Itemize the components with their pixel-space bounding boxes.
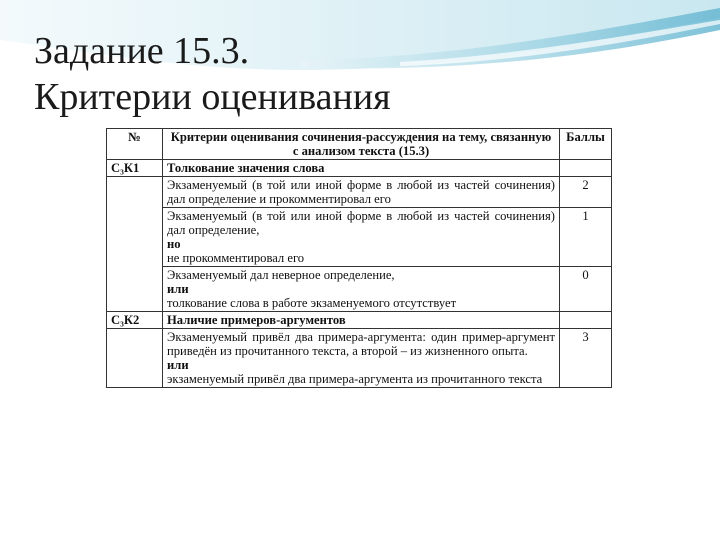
- code-cell-empty: [107, 329, 163, 388]
- header-num: №: [107, 129, 163, 160]
- criterion-description: Экзаменуемый (в той или иной форме в любой из частей сочинения) дал определение и прокомментировал его: [163, 177, 560, 208]
- slide-title-line1: Задание 15.3.: [34, 30, 250, 72]
- table-header-row: [107, 129, 612, 160]
- criterion-description: [163, 329, 560, 388]
- description-text2: не прокомментировал его: [167, 251, 305, 265]
- description-connector: или: [167, 282, 189, 296]
- criterion-name: Толкование значения слова: [163, 160, 560, 177]
- criterion-code: С₃К2: [107, 312, 163, 329]
- criterion-name: Наличие примеров-аргументов: [163, 312, 560, 329]
- description-text: Экзаменуемый дал неверное определение,: [167, 268, 395, 282]
- score-cell: 3: [560, 329, 612, 388]
- table-row: [107, 208, 612, 267]
- slide-title-line2: Критерии оценивания: [34, 76, 391, 118]
- header-criteria: Критерии оценивания сочинения-рассуждения на тему, связанную с анализом текста (15.3): [163, 129, 560, 160]
- criterion-k1-header: [107, 160, 612, 177]
- score-cell: 1: [560, 208, 612, 267]
- table-row: [107, 177, 612, 208]
- criterion-score-empty: [560, 160, 612, 177]
- code-cell-empty: [107, 267, 163, 312]
- score-cell: 2: [560, 177, 612, 208]
- description-text2: толкование слова в работе экзаменуемого отсутствует: [167, 296, 457, 310]
- description-text: Экзаменуемый (в той или иной форме в любой из частей сочинения) дал определение,: [167, 209, 555, 237]
- description-connector: или: [167, 358, 189, 372]
- code-cell-empty: [107, 208, 163, 267]
- criterion-code: С₃К1: [107, 160, 163, 177]
- description-connector: но: [167, 237, 181, 251]
- criterion-score-empty: [560, 312, 612, 329]
- criterion-k2-header: [107, 312, 612, 329]
- header-points: Баллы: [560, 129, 612, 160]
- table-row: [107, 267, 612, 312]
- code-cell-empty: [107, 177, 163, 208]
- slide-title: [34, 28, 391, 120]
- description-text2: экзаменуемый привёл два примера-аргумента из прочитанного текста: [167, 372, 543, 386]
- table-row: [107, 329, 612, 388]
- criteria-table: [106, 128, 612, 388]
- criteria-document: [106, 128, 612, 468]
- description-text: Экзаменуемый привёл два примера-аргумента: один пример-аргумент приведён из прочитанного текста, а второй – из жизненного опыта.: [167, 330, 555, 358]
- score-cell: 0: [560, 267, 612, 312]
- criterion-description: [163, 208, 560, 267]
- criterion-description: [163, 267, 560, 312]
